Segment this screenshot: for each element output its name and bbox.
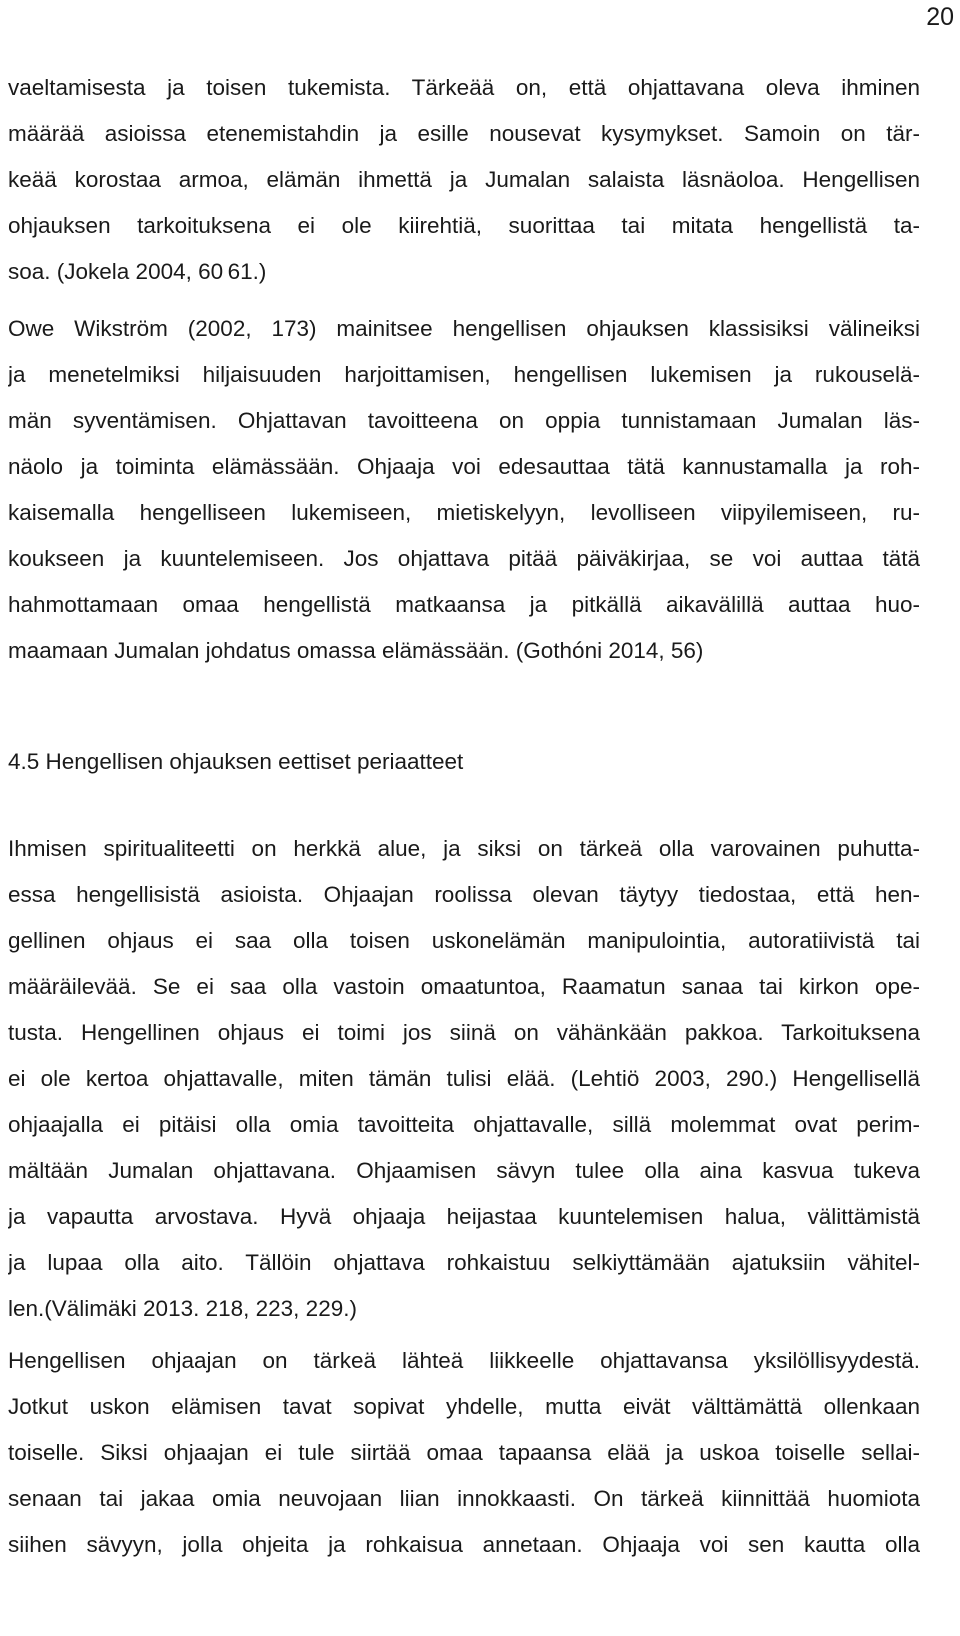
text-line: määräilevää. Se ei saa olla vastoin omaatuntoa, Raamatun sanaa tai kirkon ope- xyxy=(8,974,920,999)
text-line: koukseen ja kuuntelemiseen. Jos ohjattava pitää päiväkirjaa, se voi auttaa tätä xyxy=(8,546,920,571)
text-line: ja menetelmiksi hiljaisuuden harjoittamisen, hengellisen lukemisen ja rukouselä- xyxy=(8,362,920,387)
text-line: senaan tai jakaa omia neuvojaan liian innokkaasti. On tärkeä kiinnittää huomiota xyxy=(8,1486,920,1511)
text-line: ohjauksen tarkoituksena ei ole kiirehtiä, suorittaa tai mitata hengellistä ta- xyxy=(8,213,920,238)
paragraph-4 xyxy=(8,1338,920,1568)
text-line: kaisemalla hengelliseen lukemiseen, mietiskelyyn, levolliseen viipyilemiseen, ru- xyxy=(8,500,920,525)
text-line: ja lupaa olla aito. Tällöin ohjattava rohkaistuu selkiyttämään ajatuksiin vähitel- xyxy=(8,1250,920,1275)
text-line: Owe Wikström (2002, 173) mainitsee hengellisen ohjauksen klassisiksi välineiksi xyxy=(8,316,920,341)
paragraph-2 xyxy=(8,306,920,674)
text-line: gellinen ohjaus ei saa olla toisen uskonelämän manipulointia, autoratiivistä tai xyxy=(8,928,920,953)
text-line: toiselle. Siksi ohjaajan ei tule siirtää omaa tapaansa elää ja uskoa toiselle sellai- xyxy=(8,1440,920,1465)
text-line: soa. (Jokela 2004, 60 61.) xyxy=(8,259,267,284)
page-number: 20 xyxy=(926,3,954,31)
text-line: tusta. Hengellinen ohjaus ei toimi jos siinä on vähänkään pakkoa. Tarkoituksena xyxy=(8,1020,920,1045)
paragraph-1 xyxy=(8,65,920,295)
text-line: hahmottamaan omaa hengellistä matkaansa ja pitkällä aikavälillä auttaa huo- xyxy=(8,592,920,617)
text-line: män syventämisen. Ohjattavan tavoitteena on oppia tunnistamaan Jumalan läs- xyxy=(8,408,920,433)
text-line: mältään Jumalan ohjattavana. Ohjaamisen sävyn tulee olla aina kasvua tukeva xyxy=(8,1158,920,1183)
text-line: vaeltamisesta ja toisen tukemista. Tärkeää on, että ohjattavana oleva ihminen xyxy=(8,75,920,100)
text-line: maamaan Jumalan johdatus omassa elämässään. (Gothóni 2014, 56) xyxy=(8,638,704,663)
text-line: ja vapautta arvostava. Hyvä ohjaaja heijastaa kuuntelemisen halua, välittämistä xyxy=(8,1204,920,1229)
text-line: Ihmisen spiritualiteetti on herkkä alue, ja siksi on tärkeä olla varovainen puhutta- xyxy=(8,836,920,861)
text-line: Jotkut uskon elämisen tavat sopivat yhdelle, mutta eivät välttämättä ollenkaan xyxy=(8,1394,920,1419)
text-line: Hengellisen ohjaajan on tärkeä lähteä liikkeelle ohjattavansa yksilöllisyydestä. xyxy=(8,1348,920,1373)
paragraph-3 xyxy=(8,826,920,1332)
text-line: näolo ja toiminta elämässään. Ohjaaja voi edesauttaa tätä kannustamalla ja roh- xyxy=(8,454,920,479)
text-line: ohjaajalla ei pitäisi olla omia tavoitteita ohjattavalle, sillä molemmat ovat perim- xyxy=(8,1112,920,1137)
text-line: siihen sävyyn, jolla ohjeita ja rohkaisua annetaan. Ohjaaja voi sen kautta olla xyxy=(8,1532,920,1557)
text-line: määrää asioissa etenemistahdin ja esille nousevat kysymykset. Samoin on tär- xyxy=(8,121,920,146)
text-line: len.(Välimäki 2013. 218, 223, 229.) xyxy=(8,1296,357,1321)
text-line: keää korostaa armoa, elämän ihmettä ja Jumalan salaista läsnäoloa. Hengellisen xyxy=(8,167,920,192)
text-line: essa hengellisistä asioista. Ohjaajan roolissa olevan täytyy tiedostaa, että hen- xyxy=(8,882,920,907)
section-heading: 4.5 Hengellisen ohjauksen eettiset periaatteet xyxy=(8,749,464,774)
text-line: ei ole kertoa ohjattavalle, miten tämän tulisi elää. (Lehtiö 2003, 290.) Hengellisellä xyxy=(8,1066,920,1091)
